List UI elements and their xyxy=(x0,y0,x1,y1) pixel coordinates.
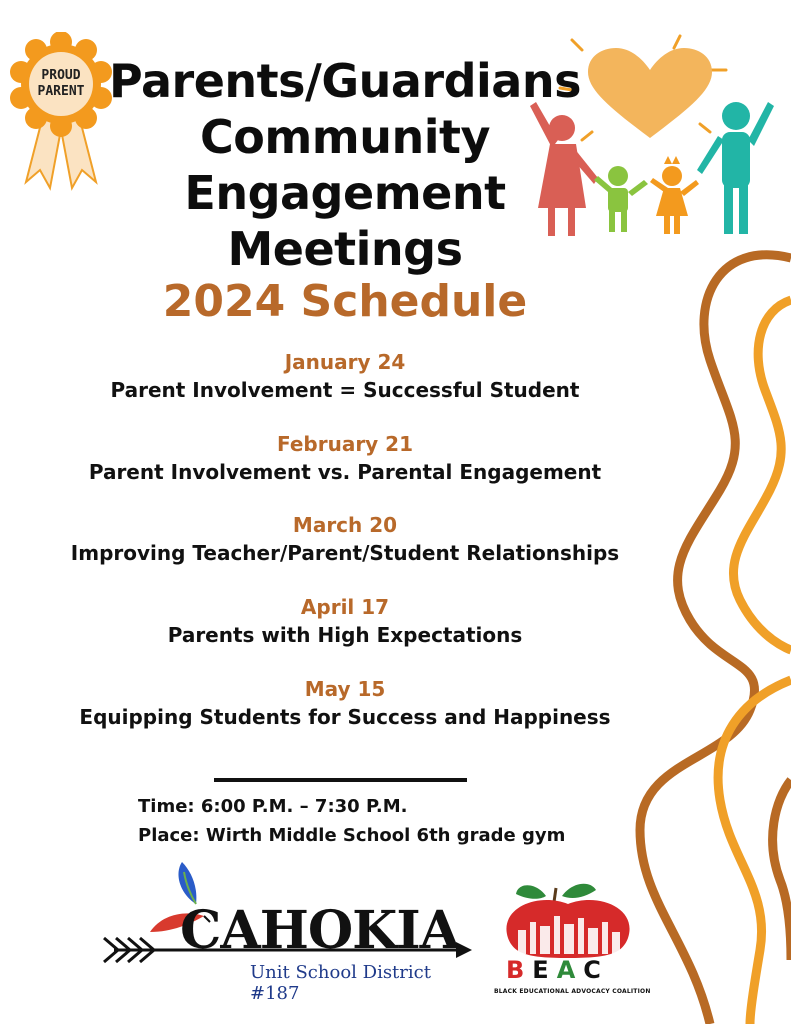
beac-letter-e: E xyxy=(532,956,557,984)
wave-brown-lower xyxy=(773,780,791,960)
page-title-line-3: Engagement xyxy=(184,166,506,220)
page-title-line-2: Community xyxy=(200,110,490,164)
meeting-time: Time: 6:00 P.M. – 7:30 P.M. xyxy=(138,796,408,817)
beac-letter-b: B xyxy=(506,956,533,984)
event-date: January 24 xyxy=(284,350,406,374)
apple-city-icon xyxy=(488,878,648,958)
event-topic: Parents with High Expectations xyxy=(167,623,523,647)
event-topic: Parent Involvement = Successful Student xyxy=(110,378,580,402)
wave-orange-lower xyxy=(718,680,791,1024)
page-title-line-1: Parents/Guardians xyxy=(109,54,581,108)
cahokia-district-label: Unit School District #187 xyxy=(250,962,431,1004)
event-topic: Equipping Students for Success and Happiness xyxy=(79,705,611,729)
father-figure-icon xyxy=(697,102,774,234)
event-topic: Parent Involvement vs. Parental Engagement xyxy=(88,460,602,484)
cahokia-logo xyxy=(100,858,480,1004)
badge-line-2: PARENT xyxy=(37,84,85,99)
event-date: March 20 xyxy=(292,513,398,537)
page-title-line-4: Meetings xyxy=(227,222,463,276)
cahokia-wordmark: CAHOKIA xyxy=(180,900,460,961)
meeting-place: Place: Wirth Middle School 6th grade gym xyxy=(138,825,566,846)
beac-letter-a: A xyxy=(556,956,584,984)
badge-line-1: PROUD xyxy=(41,68,81,83)
event-date: April 17 xyxy=(300,595,390,619)
beac-full-name: BLACK EDUCATIONAL ADVOCACY COALITION xyxy=(494,988,651,995)
beac-logo xyxy=(488,878,651,998)
wave-orange-inner xyxy=(733,300,791,650)
event-date: February 21 xyxy=(276,432,414,456)
beac-letter-c: C xyxy=(583,956,609,984)
event-date: May 15 xyxy=(304,677,386,701)
event-topic: Improving Teacher/Parent/Student Relationships xyxy=(70,541,620,565)
beac-wordmark xyxy=(506,956,609,984)
divider-rule xyxy=(214,778,467,782)
schedule-subtitle: 2024 Schedule xyxy=(162,276,528,327)
